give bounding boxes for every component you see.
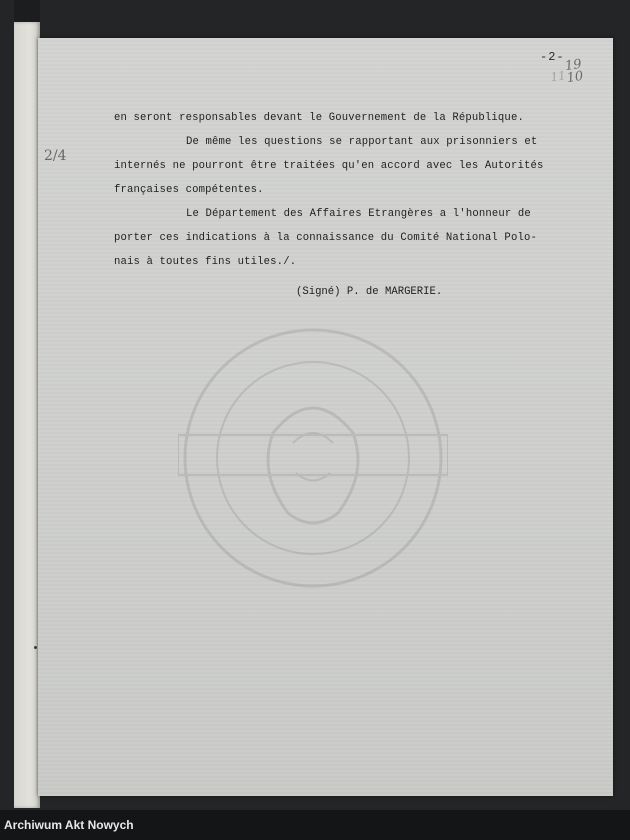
caption-bar xyxy=(0,810,630,840)
signature-line: (Signé) P. de MARGERIE. xyxy=(296,286,443,298)
body-line-1: en seront responsables devant le Gouvernement de la République. xyxy=(114,112,524,124)
body-line-2: De même les questions se rapportant aux prisonniers et xyxy=(186,136,538,148)
body-line-4: françaises compétentes. xyxy=(114,184,264,196)
archive-folio-number xyxy=(549,56,585,87)
ink-dot xyxy=(34,646,37,649)
archive-folio-top: 19 xyxy=(564,56,583,75)
letter-body xyxy=(114,106,594,274)
previous-page-edge xyxy=(14,22,40,808)
body-line-3: internés ne pourront être traitées qu'en accord avec les Autorités xyxy=(114,160,544,172)
archive-folio-faint: 11 xyxy=(549,68,567,85)
document-page xyxy=(38,38,613,796)
faded-seal-stamp xyxy=(178,323,448,593)
archive-caption: Archiwum Akt Nowych xyxy=(4,818,134,832)
body-line-7: nais à toutes fins utiles./. xyxy=(114,256,297,268)
archive-folio-bottom: 10 xyxy=(565,68,585,87)
page-number: -2- xyxy=(540,50,565,64)
body-line-6: porter ces indications à la connaissance du Comité National Polo- xyxy=(114,232,537,244)
margin-pencil-mark: 2/4 xyxy=(44,148,67,164)
body-line-5: Le Département des Affaires Etrangères a l'honneur de xyxy=(186,208,531,220)
binding-shadow xyxy=(14,0,40,24)
